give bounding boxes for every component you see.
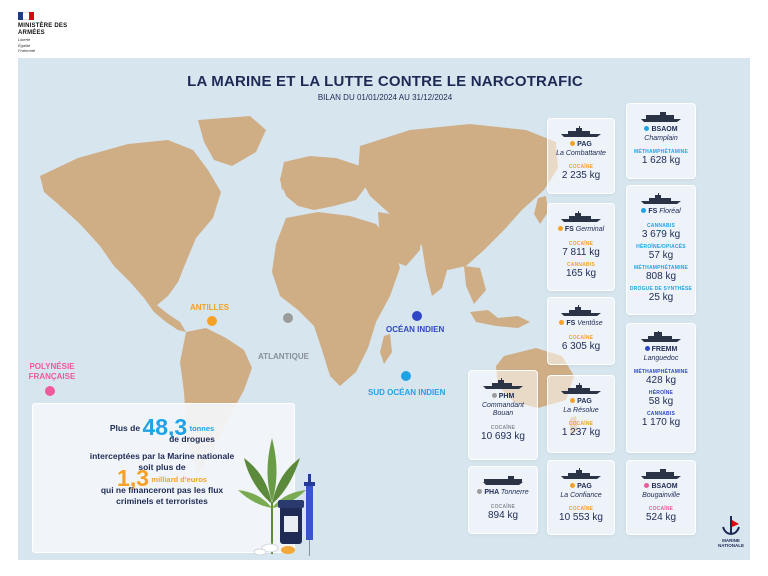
drug-value: 25 kg: [648, 291, 674, 303]
ship-icon: [482, 378, 524, 389]
ship-type: PHA Tonnerre: [469, 489, 537, 498]
drug-label: COCAÏNE: [568, 421, 594, 427]
region-bullet-icon: [477, 489, 482, 494]
ship-icon: [640, 468, 682, 479]
ship-icon: [640, 111, 682, 122]
india-shape: [422, 244, 450, 296]
drug-label: COCAÏNE: [568, 506, 594, 512]
ship-card-germinal: [547, 203, 615, 291]
syringe-icon: [304, 474, 315, 556]
drug-value: 10 553 kg: [559, 512, 603, 523]
drug-label: COCAÏNE: [490, 503, 516, 510]
page-title: LA MARINE ET LA LUTTE CONTRE LE NARCOTRAFIC: [187, 73, 583, 90]
sud-ocean-indien-dot: [401, 371, 411, 381]
drug-value: 7 811 kg: [562, 246, 600, 258]
motto-line-2: Égalité: [18, 42, 31, 48]
polynesie-dot: [45, 386, 55, 396]
ministry-name: MINISTÈRE DES ARMÉES: [18, 23, 68, 36]
drug-value: 165 kg: [565, 267, 597, 279]
ship-type: FREMM: [627, 346, 695, 355]
region-label-polynesie: [22, 362, 82, 382]
drug-label: COCAÏNE: [648, 506, 674, 512]
region-label-antilles: ANTILLES: [190, 303, 230, 312]
region-label-atlantique: ATLANTIQUE: [258, 352, 309, 361]
ship-icon: [560, 211, 602, 222]
region-bullet-icon: [558, 226, 563, 231]
indonesia-shape: [470, 310, 530, 328]
drug-value: 1 237 kg: [561, 427, 601, 438]
region-bullet-icon: [559, 320, 564, 325]
ship-icon: [560, 305, 602, 316]
greenland-shape: [198, 116, 266, 166]
ship-name: Champlain: [644, 134, 678, 142]
ship-card-commandant-bouan: [468, 370, 538, 460]
ship-type: FS Floréal: [627, 208, 695, 217]
ship-card-bougainville: [626, 460, 696, 535]
ship-type: FS Ventôse: [548, 320, 614, 329]
region-bullet-icon: [492, 393, 497, 398]
madagascar-shape: [380, 334, 392, 364]
drug-value: 6 305 kg: [561, 340, 601, 352]
summary-line-3: interceptées par la Marine nationale: [89, 451, 235, 461]
drug-label: HÉROÏNE/OPIACÉS: [636, 243, 686, 250]
ship-type: PAG: [548, 398, 614, 407]
ship-name: Languedoc: [643, 354, 679, 362]
ship-name: La Confiance: [560, 491, 602, 499]
region-label-sud-ocean-indien: SUD OCÉAN INDIEN: [368, 388, 446, 397]
antilles-dot: [207, 316, 217, 326]
ship-icon: [560, 468, 602, 479]
ship-type: BSAOM: [627, 483, 695, 492]
ship-card-tonnerre: [468, 466, 538, 534]
ship-type: PHM: [469, 393, 537, 402]
ship-type: FS Germinal: [548, 226, 614, 235]
ship-card-champlain: [626, 103, 696, 179]
drug-value: 2 235 kg: [561, 170, 601, 181]
drug-label: CANNABIS: [647, 222, 675, 229]
ministry-logo: [18, 12, 78, 54]
drug-label: CANNABIS: [647, 411, 675, 417]
drug-label: COCAÏNE: [490, 424, 516, 431]
ship-type: PAG: [548, 483, 614, 492]
french-flag-icon: [18, 12, 34, 20]
tonnes-unit: tonnes: [189, 424, 215, 433]
drug-label: MÉTHAMPHÉTAMINE: [633, 369, 688, 375]
summary-line-6: criminels et terroristes: [116, 496, 208, 506]
ship-card-la-confiance: [547, 460, 615, 535]
summary-line-1: Plus de 48,3 tonnes: [109, 414, 215, 440]
motto-line-1: Liberté: [18, 37, 31, 42]
ship-icon: [640, 331, 682, 342]
region-bullet-icon: [644, 483, 649, 488]
ship-card-languedoc: [626, 323, 696, 453]
euros-unit: milliard d'euros: [151, 475, 207, 484]
drug-label: COCAÏNE: [568, 240, 594, 247]
drug-label: COCAÏNE: [568, 164, 594, 170]
ship-name: La Résolue: [563, 406, 599, 414]
central-america-shape: [144, 298, 186, 332]
ship-type: BSAOM: [627, 126, 695, 135]
ship-name: Commandant Bouan: [481, 401, 525, 417]
drug-value: 428 kg: [645, 375, 677, 386]
drug-label: COCAÏNE: [568, 334, 594, 341]
drug-value: 808 kg: [645, 270, 677, 282]
drug-value: 3 679 kg: [641, 228, 681, 240]
ship-icon: [640, 193, 682, 204]
drug-value: 1 170 kg: [641, 417, 681, 428]
drug-value: 10 693 kg: [481, 430, 525, 442]
drug-label: MÉTHAMPHÉTAMINE: [633, 149, 688, 155]
region-bullet-icon: [570, 141, 575, 146]
ship-card-la-resolue: [547, 375, 615, 453]
summary-line-5: qui ne financeront pas les flux: [100, 485, 224, 495]
pill-bottle-icon: [278, 500, 304, 544]
euros-value: 1,3: [117, 465, 150, 491]
summary-line-2: de drogues: [169, 434, 215, 444]
ship-icon: [560, 383, 602, 394]
drug-label: MÉTHAMPHÉTAMINE: [633, 264, 688, 271]
drug-value: 58 kg: [648, 396, 674, 407]
region-bullet-icon: [570, 398, 575, 403]
region-label-ocean-indien: OCÉAN INDIEN: [386, 325, 445, 334]
page-subtitle: BILAN DU 01/01/2024 AU 31/12/2024: [317, 93, 453, 102]
ship-card-ventose: [547, 297, 615, 365]
polynesie-line-2: FRANÇAISE: [28, 372, 76, 381]
drug-label: CANNABIS: [567, 261, 595, 268]
drug-value: 894 kg: [487, 509, 519, 521]
ship-card-la-combattante: [547, 118, 615, 194]
drug-value: 524 kg: [645, 512, 677, 523]
ocean-indien-dot: [412, 311, 422, 321]
anchor-flag-icon: [719, 515, 743, 537]
europe-shape: [280, 156, 368, 210]
polynesie-line-1: POLYNÉSIE: [29, 362, 75, 371]
region-bullet-icon: [570, 483, 575, 488]
drugs-illustration: [236, 432, 332, 558]
drug-value: 57 kg: [648, 249, 674, 261]
north-america-shape: [40, 140, 221, 306]
tonnes-value: 48,3: [142, 414, 188, 440]
drug-label: DROGUE DE SYNTHÈSE: [629, 285, 693, 292]
marine-line-2: NATIONALE: [718, 543, 744, 548]
atlantique-dot: [283, 313, 293, 323]
ship-icon: [482, 474, 524, 485]
ship-card-floreal: [626, 185, 696, 315]
ship-icon: [560, 126, 602, 137]
marine-nationale-logo: [716, 515, 746, 548]
region-bullet-icon: [645, 346, 650, 351]
summary-line-4: soit plus de: [138, 462, 186, 472]
marine-line-1: MARINE: [722, 538, 740, 543]
region-bullet-icon: [644, 126, 649, 131]
drug-label: HÉROÏNE: [648, 390, 674, 396]
ship-name: La Combattante: [556, 149, 606, 157]
southeast-asia-shape: [464, 266, 486, 304]
ship-type: PAG: [548, 141, 614, 150]
ship-name: Bougainville: [642, 491, 680, 499]
drug-value: 1 628 kg: [641, 155, 681, 166]
pills-icon: [254, 544, 295, 555]
japan-shape: [534, 196, 548, 224]
motto-line-3: Fraternité: [18, 48, 36, 53]
region-bullet-icon: [641, 208, 646, 213]
